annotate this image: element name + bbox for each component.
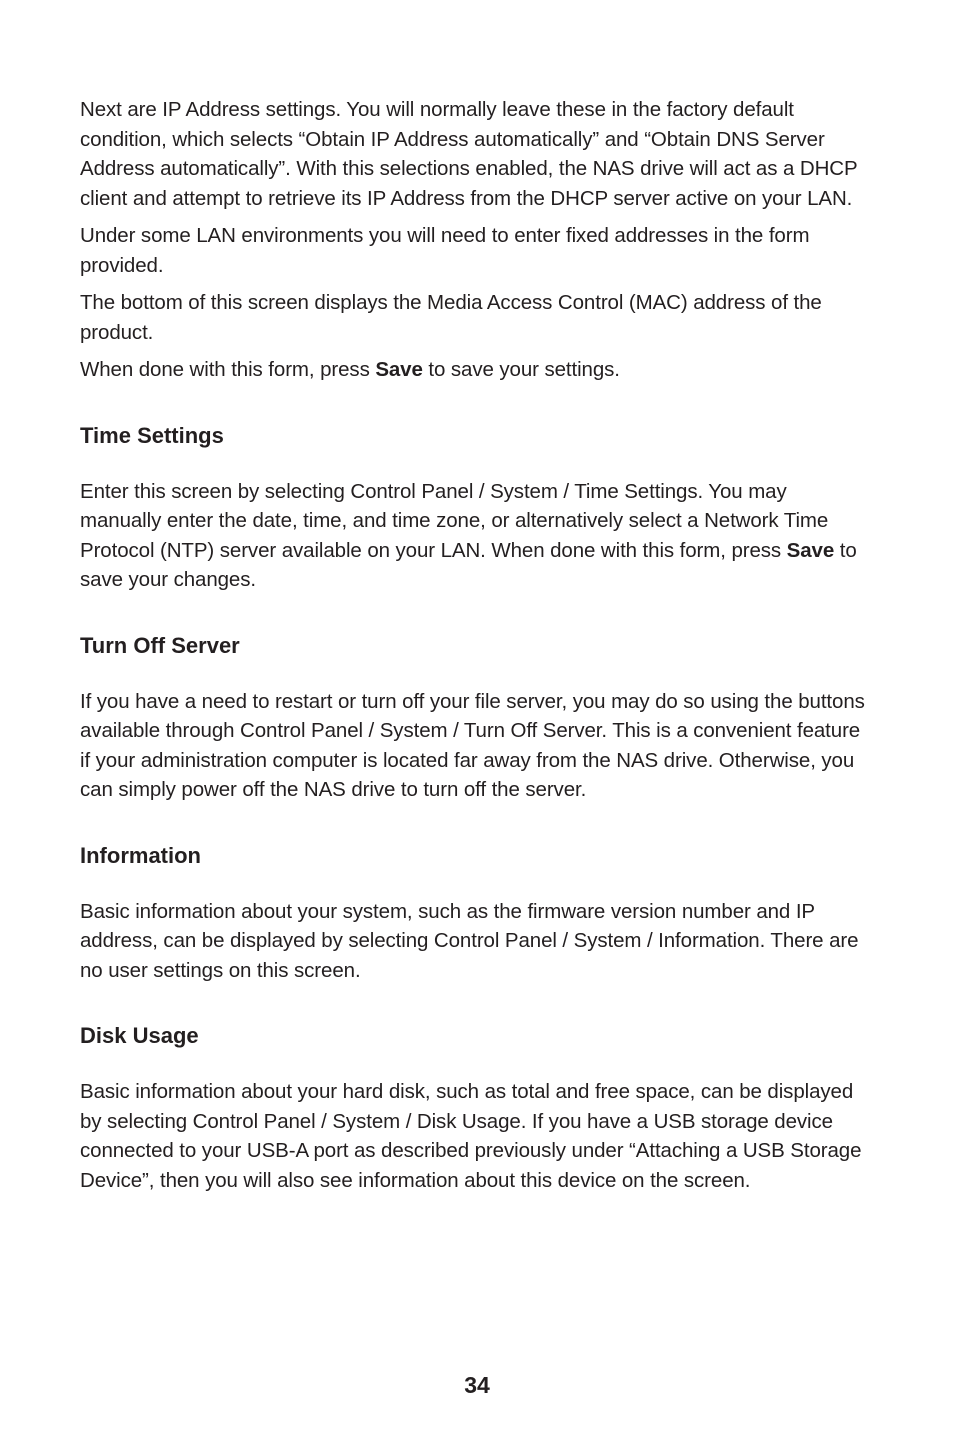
intro-paragraph-save bbox=[80, 355, 870, 385]
disk-usage-paragraph: Basic information about your hard disk, such as total and free space, can be displayed by selecting Control Panel / System / Disk Usage. If you have a USB storage device connected to your USB-A port as described previously under “Attaching a USB Storage Device”, then you will also see information about this device on the screen. bbox=[80, 1080, 862, 1192]
time-settings-text-before: Enter this screen by selecting Control Panel / System / Time Settings. You may manually enter the date, time, and time zone, or alternatively select a Network Time Protocol (NTP) server available on your LAN. When done with this form, press bbox=[80, 479, 829, 562]
disk-usage-heading: Disk Usage bbox=[80, 1023, 199, 1048]
information-paragraph: Basic information about your system, such as the firmware version number and IP address, can be displayed by selecting Control Panel / System / Information. There are no user settings on this screen. bbox=[80, 899, 859, 982]
intro-save-text-after: to save your settings. bbox=[422, 358, 620, 381]
time-settings-text-after: to save your changes. bbox=[80, 538, 857, 591]
intro-save-text-before: When done with this form, press bbox=[80, 358, 376, 381]
turn-off-server-heading: Turn Off Server bbox=[80, 632, 240, 658]
page-number: 34 bbox=[464, 1372, 490, 1398]
time-settings-heading: Time Settings bbox=[80, 422, 224, 448]
intro-paragraph-fixed-addresses: Under some LAN environments you will need to enter fixed addresses in the form provided. bbox=[80, 224, 810, 277]
time-settings-save-bold: Save bbox=[786, 538, 835, 562]
time-settings-paragraph bbox=[80, 477, 870, 595]
intro-paragraph-ip-settings: Next are IP Address settings. You will normally leave these in the factory default condition, which selects “Obtain IP Address automatically” and “Obtain DNS Server Address automatically”. With this selections enabled, the NAS drive will act as a DHCP client and attempt to retrieve its IP Address from the DHCP server active on your LAN. bbox=[80, 98, 858, 210]
turn-off-server-paragraph: If you have a need to restart or turn off your file server, you may do so using the buttons available through Control Panel / System / Turn Off Server. This is a convenient feature if your administration computer is located far away from the NAS drive. Otherwise, you can simply power off the NAS drive to turn off the server. bbox=[80, 689, 865, 801]
intro-paragraph-mac-address: The bottom of this screen displays the Media Access Control (MAC) address of the product. bbox=[80, 291, 822, 344]
document-page bbox=[80, 95, 870, 1203]
information-heading: Information bbox=[80, 842, 201, 868]
intro-save-bold: Save bbox=[375, 358, 423, 381]
